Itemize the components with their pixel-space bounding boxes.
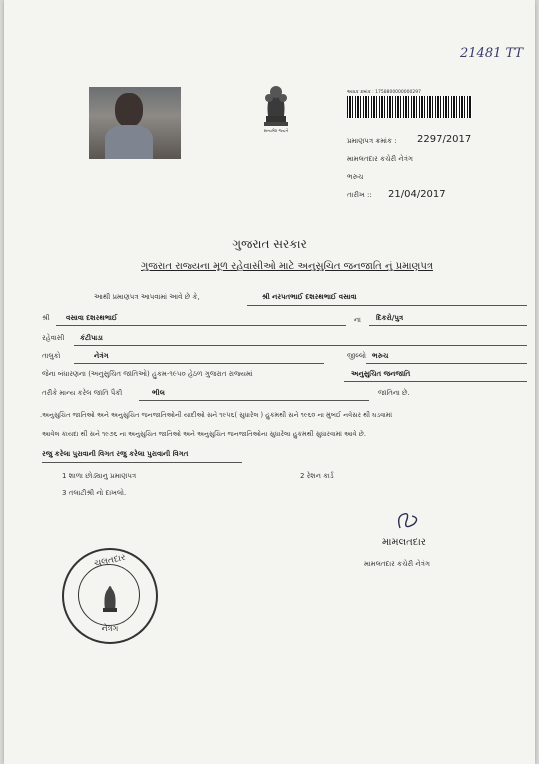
- photo-face: [115, 93, 143, 127]
- state-emblem: [256, 80, 296, 136]
- handwritten-number: 21481 TT: [460, 46, 524, 61]
- page-title: ગુજરાત સરકાર: [232, 237, 307, 251]
- signature-office: મામલતદાર કચેરી નેત્રંગ: [364, 560, 431, 568]
- paragraph-line-1: .અનુસુચિત જાતિઓ અને અનુસુચિત જનજાતિઓની યાદીઓ સને ૧૯૫૬( સુધારેલ ) હુકમથી સને ૧૯૬૦ ના મુંબઈ નવેસર થી ઘડવામાં: [40, 411, 393, 419]
- paragraph-line-2: આવેલ કાયદા થી સને ૧૯૭૬ ના અનુસુચિત જાતિઓ અને અનુસુચિત જનજાતિઓના સુધારેલા હુકમથી સુધારવામાં આવે છે.: [42, 430, 366, 438]
- tribe: ભીલ: [152, 389, 165, 397]
- tribe-label: તરીકે માન્ય કરેલ જાતિ પૈકી: [42, 389, 123, 397]
- document-item: 3 તલાટીશ્રી નો દાખલો.: [62, 489, 127, 497]
- lion-capital-icon: [256, 80, 296, 128]
- documents-heading: રજુ કરેલા પુરાવાની વિગત રજુ કરેલા પુરાવાની વિગત: [42, 450, 189, 458]
- category-underline: [344, 381, 527, 382]
- meta-district: ભરુચ: [347, 173, 364, 181]
- emblem-caption: સત્યમેવ જયતે: [263, 128, 289, 133]
- district-label: જીલ્લો: [347, 352, 366, 360]
- tribe-suffix: જાતિના છે.: [378, 389, 410, 397]
- barcode-text: આવક ક્રમાંક : 1758800000000297: [347, 90, 421, 95]
- photo-shirt: [105, 125, 153, 159]
- official-stamp: [62, 548, 158, 644]
- certificate-no-label: પ્રમાણપત્ર ક્રમાંક :: [347, 137, 397, 145]
- district-underline: [366, 363, 527, 364]
- applicant-photo: [89, 87, 181, 159]
- shri-label: શ્રી: [42, 314, 50, 322]
- page-subtitle: ગુજરાત રાજ્યના મૂળ રહેવાસીઓ માટે અનુસુચિત જનજાતિ નું પ્રમાણપત્ર: [141, 261, 433, 272]
- emblem-icon: [98, 580, 122, 614]
- barcode: [347, 96, 472, 118]
- certificate-no: 2297/2017: [417, 134, 472, 145]
- date-label: તારીખ ::: [347, 191, 372, 199]
- issue-date: 21/04/2017: [388, 189, 446, 200]
- taluka-underline: [74, 363, 324, 364]
- documents-heading-underline: [42, 462, 242, 463]
- stamp-bottom-text: નેત્રંગ: [101, 624, 119, 633]
- document-item: 2 રેશન કાર્ડ: [300, 472, 334, 480]
- relation-label: ના: [354, 316, 361, 324]
- category: અનુસુચિત જનજાતિ: [351, 370, 411, 378]
- signature-title: મામલતદાર: [382, 537, 426, 548]
- document-item: 1 શાળા છોડ્યાનુ પ્રમાણપત્ર: [62, 472, 137, 480]
- taluka: નેત્રંગ: [94, 352, 109, 360]
- resident-label: રહેવાસી: [42, 334, 65, 342]
- office-name: મામલતદાર કચેરી નેત્રંગ: [347, 155, 414, 163]
- taluka-label: તાલુકો: [42, 352, 61, 360]
- person-name: શ્રી નરપતભાઈ દશરથભાઈ વસાવા: [262, 293, 357, 301]
- name-underline: [247, 305, 527, 306]
- village-underline: [74, 345, 527, 346]
- tribe-underline: [139, 400, 369, 401]
- intro-label: આથી પ્રમાણપત્ર આપવામાં આવે છે કે,: [94, 293, 200, 301]
- relation-underline: [369, 325, 527, 326]
- certificate-page: [4, 0, 535, 764]
- district: ભરુચ: [372, 352, 389, 360]
- stamp-top-text: ચલતદાર: [93, 552, 127, 570]
- father-name: વસાવા દશરથભાઈ: [66, 314, 118, 322]
- signature-scribble-icon: [392, 510, 422, 536]
- order-text: જેના બંધારણના (અનુસુચિત જાતિઓ) હુકમ-૧૯૫૦ હેઠળ ગુજરાત રાજ્યમાં: [42, 370, 253, 378]
- father-underline: [56, 325, 346, 326]
- relation-value: દિકરો/પુત્ર: [376, 314, 404, 322]
- village: કંટીપાડા: [80, 334, 103, 342]
